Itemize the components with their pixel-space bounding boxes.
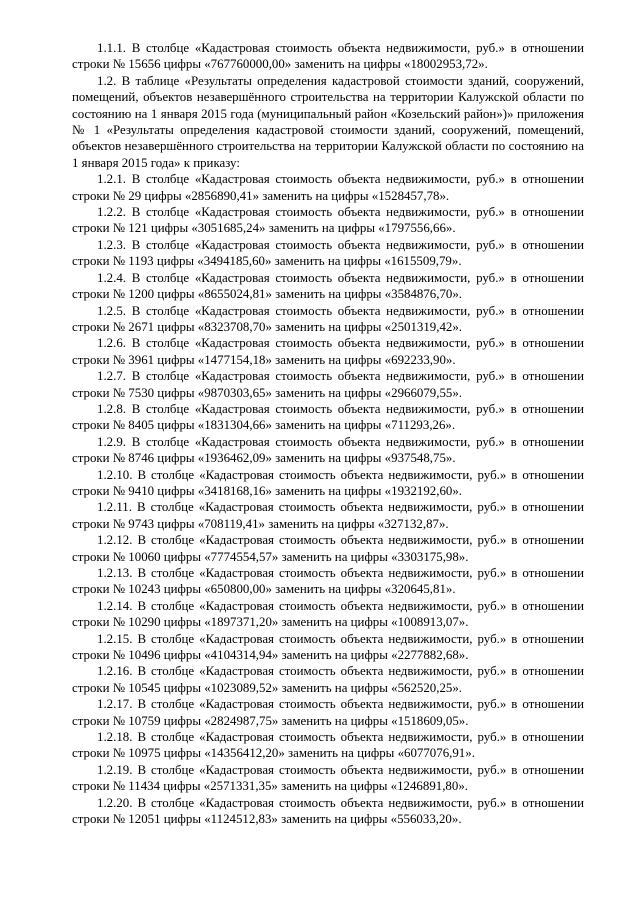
paragraph-1-2-2: 1.2.2. В столбце «Кадастровая стоимость объекта недвижимости, руб.» в отношении строки № 121 цифры «3051685,24» заменить на цифры «1797556,66». <box>72 205 584 236</box>
document-page <box>72 40 584 828</box>
paragraph-1-2-6: 1.2.6. В столбце «Кадастровая стоимость объекта недвижимости, руб.» в отношении строки № 3961 цифры «1477154,18» заменить на цифры «692233,90». <box>72 336 584 367</box>
paragraph-1-2-18: 1.2.18. В столбце «Кадастровая стоимость объекта недвижимости, руб.» в отношении строки № 10975 цифры «14356412,20» заменить на цифры «6077076,91». <box>72 730 584 761</box>
paragraph-1-2-17: 1.2.17. В столбце «Кадастровая стоимость объекта недвижимости, руб.» в отношении строки № 10759 цифры «2824987,75» заменить на цифры «1518609,05». <box>72 697 584 728</box>
paragraph-1-2-4: 1.2.4. В столбце «Кадастровая стоимость объекта недвижимости, руб.» в отношении строки № 1200 цифры «8655024,81» заменить на цифры «3584876,70». <box>72 270 584 302</box>
paragraph-1-2: 1.2. В таблице «Результаты определения кадастровой стоимости зданий, сооружений, помещений, объектов незавершённого строительства на территории Калужской области по состоянию на 1 января 2015 года (муниципальный район «Козельский район»)» приложения № 1 «Результаты определения кадастровой стоимости зданий, сооружений, помещений, объектов незавершённого строительства на территории Калужской области по состоянию на 1 января 2015 года» к приказу: <box>72 73 584 170</box>
paragraph-1-2-19: 1.2.19. В столбце «Кадастровая стоимость объекта недвижимости, руб.» в отношении строки № 11434 цифры «2571331,35» заменить на цифры «1246891,80». <box>72 762 584 794</box>
paragraph-1-2-1: 1.2.1. В столбце «Кадастровая стоимость объекта недвижимости, руб.» в отношении строки № 29 цифры «2856890,41» заменить на цифры «1528457,78». <box>72 172 584 203</box>
paragraph-1-2-7: 1.2.7. В столбце «Кадастровая стоимость объекта недвижимости, руб.» в отношении строки № 7530 цифры «9870303,65» заменить на цифры «2966079,55». <box>72 369 584 400</box>
paragraph-1-2-9: 1.2.9. В столбце «Кадастровая стоимость объекта недвижимости, руб.» в отношении строки № 8746 цифры «1936462,09» заменить на цифры «937548,75». <box>72 434 584 466</box>
paragraph-1-1-1: 1.1.1. В столбце «Кадастровая стоимость объекта недвижимости, руб.» в отношении строки № 15656 цифры «767760000,00» заменить на цифры «18002953,72». <box>72 41 584 72</box>
paragraph-1-2-10: 1.2.10. В столбце «Кадастровая стоимость объекта недвижимости, руб.» в отношении строки № 9410 цифры «3418168,16» заменить на цифры «1932192,60». <box>72 467 584 498</box>
paragraph-1-2-3: 1.2.3. В столбце «Кадастровая стоимость объекта недвижимости, руб.» в отношении строки № 1193 цифры «3494185,60» заменить на цифры «1615509,79». <box>72 237 584 269</box>
paragraph-1-2-5: 1.2.5. В столбце «Кадастровая стоимость объекта недвижимости, руб.» в отношении строки № 2671 цифры «8323708,70» заменить на цифры «2501319,42». <box>72 303 584 334</box>
paragraph-1-2-15: 1.2.15. В столбце «Кадастровая стоимость объекта недвижимости, руб.» в отношении строки № 10496 цифры «4104314,94» заменить на цифры «2277882,68». <box>72 631 584 663</box>
paragraph-1-2-13: 1.2.13. В столбце «Кадастровая стоимость объекта недвижимости, руб.» в отношении строки № 10243 цифры «650800,00» заменить на цифры «320645,81». <box>72 566 584 597</box>
paragraph-1-2-8: 1.2.8. В столбце «Кадастровая стоимость объекта недвижимости, руб.» в отношении строки № 8405 цифры «1831304,66» заменить на цифры «711293,26». <box>72 401 584 433</box>
paragraph-1-2-14: 1.2.14. В столбце «Кадастровая стоимость объекта недвижимости, руб.» в отношении строки № 10290 цифры «1897371,20» заменить на цифры «1008913,07». <box>72 598 584 630</box>
paragraph-1-2-16: 1.2.16. В столбце «Кадастровая стоимость объекта недвижимости, руб.» в отношении строки № 10545 цифры «1023089,52» заменить на цифры «562520,25». <box>72 664 584 695</box>
paragraph-1-2-12: 1.2.12. В столбце «Кадастровая стоимость объекта недвижимости, руб.» в отношении строки № 10060 цифры «7774554,57» заменить на цифры «3303175,98». <box>72 533 584 564</box>
paragraph-1-2-20: 1.2.20. В столбце «Кадастровая стоимость объекта недвижимости, руб.» в отношении строки № 12051 цифры «1124512,83» заменить на цифры «556033,20». <box>72 795 584 827</box>
paragraph-1-2-11: 1.2.11. В столбце «Кадастровая стоимость объекта недвижимости, руб.» в отношении строки № 9743 цифры «708119,41» заменить на цифры «327132,87». <box>72 500 584 531</box>
